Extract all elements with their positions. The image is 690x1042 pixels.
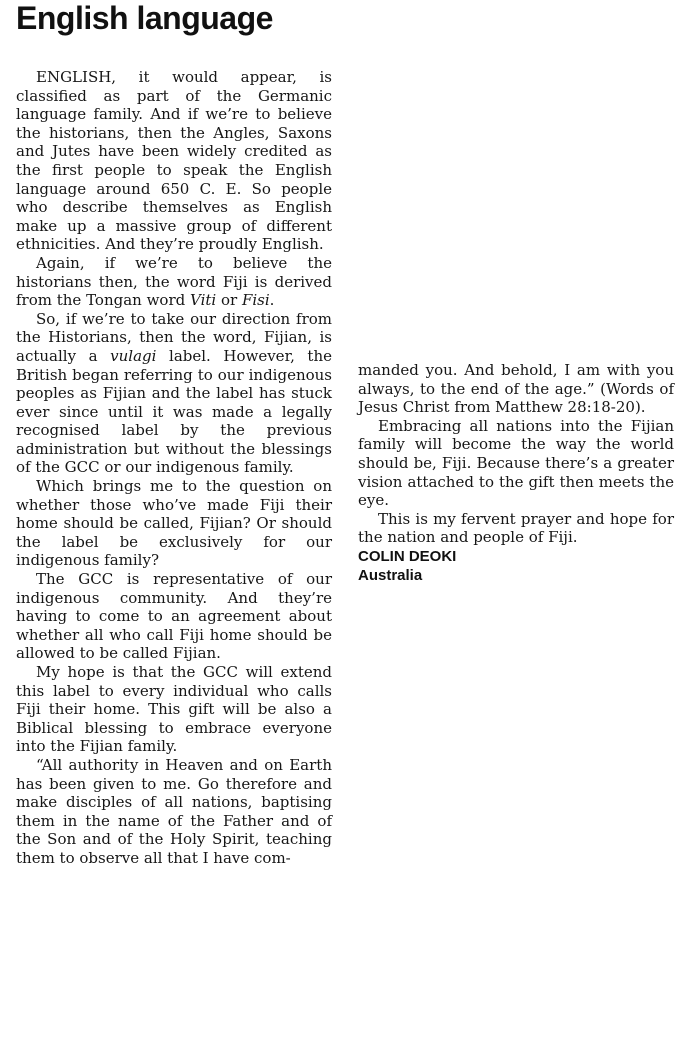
author-name: COLIN DEOKI: [358, 547, 457, 565]
italic-word: Fisi: [241, 291, 270, 310]
paragraph: The GCC is representative of our indigenous community. And they’re having to come to an agreement about whether all who call Fiji home should be allowed to be called Fijian.: [16, 570, 332, 663]
paragraph-text: Again, if we’re to believe the historians then, the word Fiji is derived from the Tongan word: [16, 253, 332, 310]
paragraph: Embracing all nations into the Fijian family will become the way the world should be, Fiji. Because there’s a greater vision attached to the gift then meets the eye.: [358, 416, 674, 510]
italic-word: vulagi: [110, 346, 157, 365]
paragraph-continuation: manded you. And behold, I am with you always, to the end of the age.” (Words of Jesus Christ from Matthew 28:18-20).: [358, 361, 674, 417]
paragraph: “All authority in Heaven and on Earth has been given to me. Go therefore and make disciples of all nations, baptising them in the name of the Father and of the Son and of the Holy Spirit, teaching them to observe all that I have com-: [16, 755, 332, 867]
paragraph: Which brings me to the question on whether those who’ve made Fiji their home should be called, Fijian? Or should the label be exclusively for our indigenous family?: [16, 477, 332, 570]
italic-word: Viti: [190, 291, 217, 310]
headline: English language: [16, 0, 273, 36]
paragraph: ENGLISH, it would appear, is classified as part of the Germanic language family. And if we’re to believe the historians, then the Angles, Saxons and Jutes have been widely credited as the first people to speak the English language around 650 C. E. So people who describe themselves as English make up a massive group of different ethnicities. And they’re proudly English.: [16, 68, 332, 254]
paragraph: My hope is that the GCC will extend this label to every individual who calls Fiji their home. This gift will be also a Biblical blessing to embrace everyone into the Fijian family.: [16, 663, 332, 756]
paragraph-text: .: [269, 291, 275, 310]
article-column-left: [16, 68, 332, 868]
article-column-right: [358, 361, 674, 585]
paragraph: [16, 254, 332, 310]
paragraph: This is my fervent prayer and hope for the nation and people of Fiji.: [358, 509, 674, 547]
author-location: Australia: [358, 566, 423, 584]
paragraph-text: So, if we’re to take our direction from the Historians, then the word, Fijian, is actually a: [16, 309, 332, 365]
paragraph-text: or: [216, 291, 242, 310]
paragraph: [16, 310, 332, 477]
paragraph-text: label. However, the British began referring to our indigenous peoples as Fijian and the label has stuck ever since until it was made a legally recognised label by the previous administration but without the blessings of the GCC or our indigenous family.: [16, 346, 332, 477]
